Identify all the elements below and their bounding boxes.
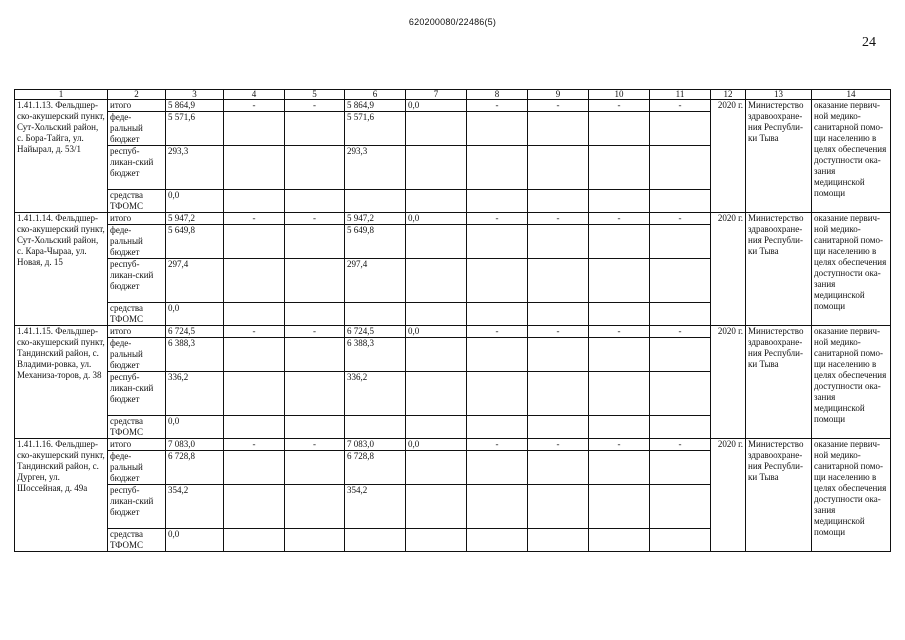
- amount-cell-c11: [650, 416, 711, 439]
- amount-cell-c9: [528, 112, 589, 146]
- purpose-cell: оказание первич-ной медико-санитарной помо-щи населению в целях обеспечения доступности ока-зания медицинской помощи: [812, 439, 891, 552]
- column-number-header: 2: [108, 90, 166, 100]
- amount-cell-c4: -: [224, 439, 285, 451]
- amount-cell-c7: [406, 259, 467, 303]
- amount-cell-c4: [224, 146, 285, 190]
- amount-cell-c10: [589, 485, 650, 529]
- amount-cell-c4: [224, 112, 285, 146]
- amount-total-cell: 0,0: [166, 416, 224, 439]
- amount-cell-c9: [528, 338, 589, 372]
- column-number-header: 3: [166, 90, 224, 100]
- amount-cell-c11: [650, 303, 711, 326]
- amount-cell-c10: [589, 338, 650, 372]
- amount-total-cell: 0,0: [166, 529, 224, 552]
- amount-total-cell: 5 649,8: [166, 225, 224, 259]
- amount-cell-c8: [467, 529, 528, 552]
- column-number-header: 1: [15, 90, 108, 100]
- amount-cell-c5: [285, 416, 345, 439]
- year-cell: 2020 г.: [711, 439, 746, 552]
- amount-cell-c11: -: [650, 213, 711, 225]
- amount-cell-c6: [345, 416, 406, 439]
- amount-cell-c5: [285, 225, 345, 259]
- amount-cell-c9: [528, 259, 589, 303]
- amount-cell-c11: [650, 225, 711, 259]
- amount-cell-c8: [467, 416, 528, 439]
- ministry-cell: Министерство здравоохране-ния Республи-ки Тыва: [746, 326, 812, 439]
- amount-cell-c9: [528, 416, 589, 439]
- amount-cell-c6: 5 649,8: [345, 225, 406, 259]
- amount-cell-c11: [650, 529, 711, 552]
- amount-cell-c4: [224, 259, 285, 303]
- amount-cell-c7: [406, 451, 467, 485]
- amount-cell-c6: [345, 303, 406, 326]
- amount-cell-c11: [650, 372, 711, 416]
- amount-cell-c10: -: [589, 213, 650, 225]
- amount-cell-c11: [650, 338, 711, 372]
- amount-cell-c8: [467, 451, 528, 485]
- column-number-header: 8: [467, 90, 528, 100]
- table-row: [15, 326, 891, 338]
- amount-cell-c6: 293,3: [345, 146, 406, 190]
- table-body: [15, 90, 891, 552]
- funding-source-cell: респуб-ликан-ский бюджет: [108, 146, 166, 190]
- amount-cell-c10: [589, 416, 650, 439]
- funding-source-cell: средства ТФОМС: [108, 416, 166, 439]
- funding-source-cell: итого: [108, 100, 166, 112]
- amount-cell-c4: [224, 190, 285, 213]
- amount-cell-c7: [406, 338, 467, 372]
- year-cell: 2020 г.: [711, 326, 746, 439]
- amount-cell-c7: [406, 146, 467, 190]
- amount-total-cell: 0,0: [166, 190, 224, 213]
- amount-cell-c8: [467, 303, 528, 326]
- purpose-cell: оказание первич-ной медико-санитарной помо-щи населению в целях обеспечения доступности ока-зания медицинской помощи: [812, 100, 891, 213]
- funding-source-cell: итого: [108, 439, 166, 451]
- amount-cell-c6: 354,2: [345, 485, 406, 529]
- amount-cell-c11: [650, 112, 711, 146]
- funding-source-cell: респуб-ликан-ский бюджет: [108, 372, 166, 416]
- amount-cell-c10: -: [589, 326, 650, 338]
- amount-cell-c10: [589, 146, 650, 190]
- column-number-header: 11: [650, 90, 711, 100]
- amount-cell-c6: 5 864,9: [345, 100, 406, 112]
- amount-cell-c11: [650, 146, 711, 190]
- amount-cell-c7: [406, 485, 467, 529]
- amount-cell-c10: [589, 451, 650, 485]
- amount-total-cell: 5 947,2: [166, 213, 224, 225]
- amount-cell-c7: 0,0: [406, 326, 467, 338]
- amount-cell-c4: [224, 225, 285, 259]
- amount-cell-c9: [528, 225, 589, 259]
- amount-cell-c9: [528, 190, 589, 213]
- amount-cell-c4: [224, 338, 285, 372]
- amount-cell-c4: [224, 303, 285, 326]
- object-name-cell: 1.41.1.16. Фельдшер-ско-акушерский пункт, Тандинский район, с. Дурген, ул. Шоссейная, д. 49а: [15, 439, 108, 552]
- amount-cell-c8: [467, 259, 528, 303]
- year-cell: 2020 г.: [711, 213, 746, 326]
- amount-cell-c9: -: [528, 100, 589, 112]
- amount-cell-c11: [650, 259, 711, 303]
- amount-cell-c5: [285, 529, 345, 552]
- amount-cell-c6: 5 571,6: [345, 112, 406, 146]
- amount-cell-c5: [285, 451, 345, 485]
- funding-source-cell: средства ТФОМС: [108, 529, 166, 552]
- amount-total-cell: 354,2: [166, 485, 224, 529]
- amount-cell-c10: [589, 303, 650, 326]
- ministry-cell: Министерство здравоохране-ния Республи-ки Тыва: [746, 439, 812, 552]
- amount-cell-c8: [467, 190, 528, 213]
- column-number-header: 12: [711, 90, 746, 100]
- amount-cell-c8: [467, 225, 528, 259]
- funding-source-cell: итого: [108, 326, 166, 338]
- amount-cell-c5: [285, 112, 345, 146]
- amount-total-cell: 5 571,6: [166, 112, 224, 146]
- amount-cell-c11: -: [650, 100, 711, 112]
- amount-cell-c8: [467, 485, 528, 529]
- amount-cell-c6: [345, 529, 406, 552]
- amount-cell-c7: [406, 190, 467, 213]
- amount-cell-c7: 0,0: [406, 213, 467, 225]
- amount-total-cell: 6 728,8: [166, 451, 224, 485]
- amount-cell-c10: [589, 190, 650, 213]
- amount-total-cell: 297,4: [166, 259, 224, 303]
- purpose-cell: оказание первич-ной медико-санитарной помо-щи населению в целях обеспечения доступности ока-зания медицинской помощи: [812, 326, 891, 439]
- ministry-cell: Министерство здравоохране-ния Республи-ки Тыва: [746, 100, 812, 213]
- funding-source-cell: феде-ральный бюджет: [108, 225, 166, 259]
- amount-cell-c8: -: [467, 100, 528, 112]
- amount-cell-c4: [224, 451, 285, 485]
- amount-cell-c9: -: [528, 439, 589, 451]
- amount-cell-c4: [224, 372, 285, 416]
- funding-source-cell: итого: [108, 213, 166, 225]
- amount-total-cell: 6 724,5: [166, 326, 224, 338]
- column-number-header: 9: [528, 90, 589, 100]
- amount-total-cell: 5 864,9: [166, 100, 224, 112]
- column-number-header: 6: [345, 90, 406, 100]
- amount-cell-c5: [285, 372, 345, 416]
- amount-cell-c7: [406, 225, 467, 259]
- amount-cell-c6: 336,2: [345, 372, 406, 416]
- amount-cell-c8: -: [467, 213, 528, 225]
- table-row: [15, 100, 891, 112]
- column-number-row: [15, 90, 891, 100]
- amount-cell-c9: [528, 303, 589, 326]
- amount-cell-c7: [406, 529, 467, 552]
- funding-source-cell: феде-ральный бюджет: [108, 338, 166, 372]
- amount-cell-c6: 297,4: [345, 259, 406, 303]
- funding-source-cell: средства ТФОМС: [108, 190, 166, 213]
- amount-cell-c6: [345, 190, 406, 213]
- column-number-header: 7: [406, 90, 467, 100]
- amount-cell-c7: [406, 303, 467, 326]
- amount-cell-c5: -: [285, 439, 345, 451]
- amount-cell-c10: -: [589, 439, 650, 451]
- amount-cell-c8: [467, 372, 528, 416]
- amount-cell-c10: [589, 529, 650, 552]
- amount-cell-c9: [528, 485, 589, 529]
- object-name-cell: 1.41.1.14. Фельдшер-ско-акушерский пункт, Сут-Хольский район, с. Кара-Чыраа, ул. Новая, д. 15: [15, 213, 108, 326]
- amount-total-cell: 7 083,0: [166, 439, 224, 451]
- amount-total-cell: 0,0: [166, 303, 224, 326]
- funding-source-cell: феде-ральный бюджет: [108, 451, 166, 485]
- table-row: [15, 213, 891, 225]
- amount-cell-c7: 0,0: [406, 439, 467, 451]
- amount-cell-c9: [528, 451, 589, 485]
- budget-table: [14, 89, 891, 552]
- column-number-header: 14: [812, 90, 891, 100]
- amount-cell-c9: -: [528, 213, 589, 225]
- amount-cell-c10: [589, 112, 650, 146]
- amount-cell-c4: -: [224, 326, 285, 338]
- amount-cell-c8: [467, 338, 528, 372]
- document-id: 620200080/22486(5): [408, 17, 497, 27]
- amount-cell-c11: [650, 485, 711, 529]
- amount-cell-c8: -: [467, 439, 528, 451]
- column-number-header: 5: [285, 90, 345, 100]
- amount-cell-c6: 6 724,5: [345, 326, 406, 338]
- amount-cell-c11: -: [650, 439, 711, 451]
- amount-cell-c10: [589, 372, 650, 416]
- amount-cell-c10: [589, 225, 650, 259]
- funding-source-cell: респуб-ликан-ский бюджет: [108, 485, 166, 529]
- amount-cell-c9: [528, 529, 589, 552]
- amount-cell-c11: [650, 451, 711, 485]
- amount-cell-c7: 0,0: [406, 100, 467, 112]
- column-number-header: 13: [746, 90, 812, 100]
- year-cell: 2020 г.: [711, 100, 746, 213]
- amount-cell-c8: [467, 146, 528, 190]
- funding-source-cell: респуб-ликан-ский бюджет: [108, 259, 166, 303]
- amount-cell-c7: [406, 112, 467, 146]
- amount-cell-c4: -: [224, 100, 285, 112]
- purpose-cell: оказание первич-ной медико-санитарной помо-щи населению в целях обеспечения доступности ока-зания медицинской помощи: [812, 213, 891, 326]
- column-number-header: 4: [224, 90, 285, 100]
- amount-cell-c5: [285, 146, 345, 190]
- amount-cell-c5: [285, 259, 345, 303]
- amount-cell-c5: [285, 190, 345, 213]
- amount-cell-c8: -: [467, 326, 528, 338]
- amount-cell-c10: [589, 259, 650, 303]
- page-number: 24: [862, 35, 876, 50]
- amount-cell-c6: 6 728,8: [345, 451, 406, 485]
- object-name-cell: 1.41.1.15. Фельдшер-ско-акушерский пункт, Тандинский район, с. Владими-ровка, ул. Механиза-торов, д. 38: [15, 326, 108, 439]
- amount-cell-c6: 6 388,3: [345, 338, 406, 372]
- amount-cell-c7: [406, 416, 467, 439]
- amount-cell-c4: [224, 416, 285, 439]
- amount-cell-c4: [224, 485, 285, 529]
- amount-cell-c5: [285, 338, 345, 372]
- amount-total-cell: 6 388,3: [166, 338, 224, 372]
- amount-cell-c9: [528, 372, 589, 416]
- amount-cell-c9: [528, 146, 589, 190]
- amount-cell-c5: -: [285, 326, 345, 338]
- funding-source-cell: феде-ральный бюджет: [108, 112, 166, 146]
- funding-source-cell: средства ТФОМС: [108, 303, 166, 326]
- object-name-cell: 1.41.1.13. Фельдшер-ско-акушерский пункт, Сут-Хольский район, с. Бора-Тайга, ул. Найырал, д. 53/1: [15, 100, 108, 213]
- amount-cell-c11: [650, 190, 711, 213]
- amount-cell-c5: -: [285, 100, 345, 112]
- amount-cell-c5: [285, 303, 345, 326]
- table-row: [15, 439, 891, 451]
- amount-cell-c5: [285, 485, 345, 529]
- amount-total-cell: 293,3: [166, 146, 224, 190]
- amount-cell-c6: 7 083,0: [345, 439, 406, 451]
- amount-cell-c10: -: [589, 100, 650, 112]
- amount-cell-c11: -: [650, 326, 711, 338]
- amount-cell-c8: [467, 112, 528, 146]
- amount-cell-c4: -: [224, 213, 285, 225]
- amount-cell-c4: [224, 529, 285, 552]
- ministry-cell: Министерство здравоохране-ния Республи-ки Тыва: [746, 213, 812, 326]
- amount-cell-c9: -: [528, 326, 589, 338]
- amount-cell-c7: [406, 372, 467, 416]
- amount-cell-c5: -: [285, 213, 345, 225]
- column-number-header: 10: [589, 90, 650, 100]
- amount-total-cell: 336,2: [166, 372, 224, 416]
- amount-cell-c6: 5 947,2: [345, 213, 406, 225]
